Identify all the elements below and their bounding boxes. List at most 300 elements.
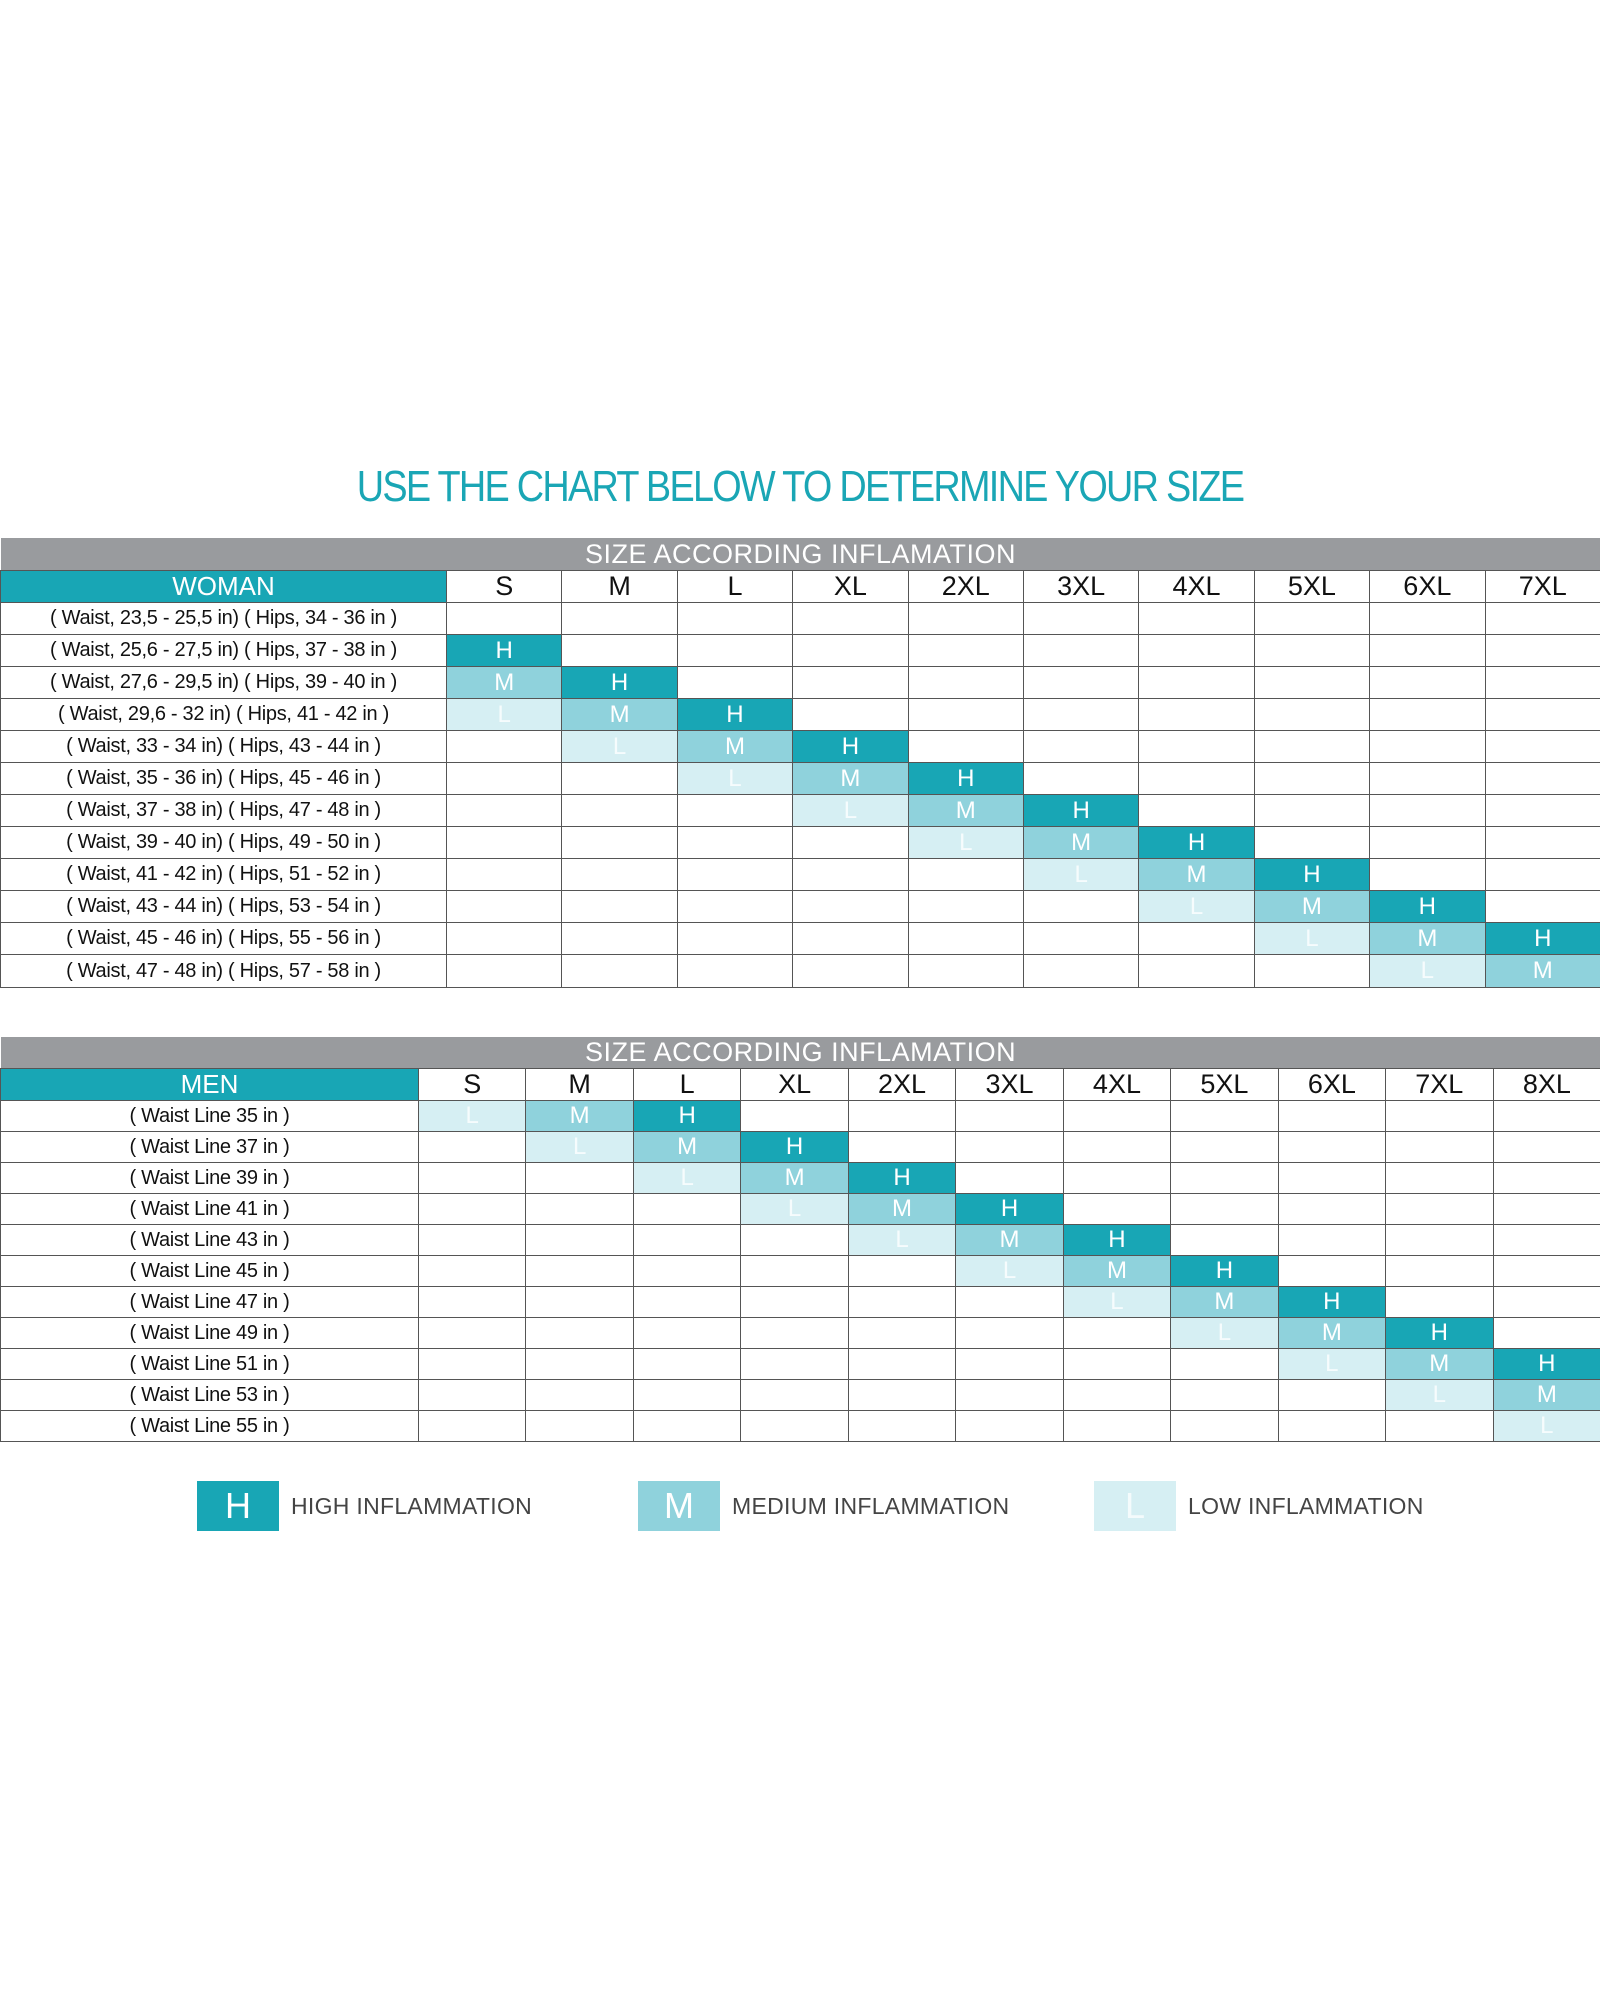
size-cell (1254, 603, 1369, 635)
size-cell (419, 1225, 526, 1256)
size-cell (1370, 699, 1485, 731)
size-cell (848, 1318, 955, 1349)
women-size-header: 5XL (1254, 571, 1369, 603)
size-cell: M (1063, 1256, 1170, 1287)
size-cell (562, 795, 677, 827)
size-cell (633, 1194, 740, 1225)
size-cell (1386, 1411, 1493, 1442)
women-measurement-label: ( Waist, 27,6 - 29,5 in) ( Hips, 39 - 40 in ) (1, 667, 447, 699)
size-cell (419, 1194, 526, 1225)
size-cell (526, 1349, 633, 1380)
size-cell (1386, 1194, 1493, 1225)
size-cell (1370, 731, 1485, 763)
size-cell (1386, 1287, 1493, 1318)
men-size-header: 3XL (956, 1069, 1063, 1101)
size-cell (1370, 635, 1485, 667)
size-cell (1139, 955, 1254, 988)
size-cell (1278, 1411, 1385, 1442)
size-cell (1493, 1256, 1600, 1287)
men-banner: SIZE ACCORDING INFLAMATION (1, 1037, 1600, 1069)
size-cell: H (848, 1163, 955, 1194)
size-cell: M (677, 731, 792, 763)
size-cell (956, 1318, 1063, 1349)
size-cell: L (956, 1256, 1063, 1287)
size-cell (1485, 603, 1600, 635)
women-size-header: XL (793, 571, 908, 603)
size-cell (633, 1225, 740, 1256)
size-cell: H (1493, 1349, 1600, 1380)
size-cell: M (1023, 827, 1138, 859)
table-row (1, 859, 1600, 891)
size-cell (741, 1349, 848, 1380)
women-measurement-label: ( Waist, 33 - 34 in) ( Hips, 43 - 44 in ) (1, 731, 447, 763)
size-cell: L (1254, 923, 1369, 955)
size-cell: L (848, 1225, 955, 1256)
size-cell (677, 795, 792, 827)
size-cell (419, 1256, 526, 1287)
size-cell (908, 859, 1023, 891)
size-cell (677, 827, 792, 859)
men-size-header: 6XL (1278, 1069, 1385, 1101)
men-size-header: 8XL (1493, 1069, 1600, 1101)
women-size-header: M (562, 571, 677, 603)
size-cell: L (1171, 1318, 1278, 1349)
size-cell (1139, 635, 1254, 667)
size-cell: L (526, 1132, 633, 1163)
women-size-header: 3XL (1023, 571, 1138, 603)
size-cell (1485, 635, 1600, 667)
size-cell (1254, 731, 1369, 763)
size-cell (526, 1287, 633, 1318)
men-size-header: L (633, 1069, 740, 1101)
table-row (1, 1411, 1600, 1442)
men-size-header: 2XL (848, 1069, 955, 1101)
size-cell (419, 1318, 526, 1349)
size-cell: L (633, 1163, 740, 1194)
table-row (1, 1380, 1600, 1411)
men-measurement-label: ( Waist Line 55 in ) (1, 1411, 419, 1442)
size-cell (1063, 1163, 1170, 1194)
size-cell: M (447, 667, 562, 699)
size-cell (447, 731, 562, 763)
size-cell (908, 603, 1023, 635)
size-cell (1023, 923, 1138, 955)
size-cell: M (1485, 955, 1600, 988)
table-row (1, 827, 1600, 859)
table-row (1, 891, 1600, 923)
size-cell (1278, 1101, 1385, 1132)
women-size-header: 4XL (1139, 571, 1254, 603)
size-cell (741, 1101, 848, 1132)
size-cell: M (526, 1101, 633, 1132)
men-size-header: 7XL (1386, 1069, 1493, 1101)
table-row (1, 1349, 1600, 1380)
size-cell (419, 1349, 526, 1380)
legend-swatch: H (197, 1481, 279, 1531)
size-cell (1493, 1225, 1600, 1256)
women-size-header: L (677, 571, 792, 603)
size-cell (633, 1380, 740, 1411)
men-measurement-label: ( Waist Line 49 in ) (1, 1318, 419, 1349)
legend-swatch: M (638, 1481, 720, 1531)
size-cell (447, 827, 562, 859)
men-measurement-label: ( Waist Line 41 in ) (1, 1194, 419, 1225)
size-cell (848, 1256, 955, 1287)
size-cell (633, 1349, 740, 1380)
size-cell (908, 731, 1023, 763)
size-cell (1485, 859, 1600, 891)
size-cell (1386, 1101, 1493, 1132)
size-cell (526, 1163, 633, 1194)
size-cell (1063, 1132, 1170, 1163)
women-size-header: S (447, 571, 562, 603)
table-row (1, 955, 1600, 988)
men-measurement-label: ( Waist Line 53 in ) (1, 1380, 419, 1411)
size-cell (1171, 1411, 1278, 1442)
size-cell (562, 827, 677, 859)
size-cell (677, 667, 792, 699)
size-cell (741, 1287, 848, 1318)
size-cell (1063, 1411, 1170, 1442)
size-cell: M (848, 1194, 955, 1225)
size-cell: L (1493, 1411, 1600, 1442)
size-cell (1023, 731, 1138, 763)
men-measurement-label: ( Waist Line 45 in ) (1, 1256, 419, 1287)
men-size-header: S (419, 1069, 526, 1101)
size-cell (1485, 667, 1600, 699)
table-row (1, 795, 1600, 827)
size-cell (1386, 1132, 1493, 1163)
size-cell (1386, 1256, 1493, 1287)
size-cell (447, 955, 562, 988)
size-cell (1063, 1349, 1170, 1380)
table-row (1, 1194, 1600, 1225)
size-cell (1370, 859, 1485, 891)
size-cell: M (633, 1132, 740, 1163)
size-cell (956, 1287, 1063, 1318)
size-cell (1063, 1380, 1170, 1411)
size-cell (1254, 827, 1369, 859)
table-row (1, 1287, 1600, 1318)
size-cell (1063, 1318, 1170, 1349)
men-size-header: XL (741, 1069, 848, 1101)
size-cell: M (1370, 923, 1485, 955)
men-measurement-label: ( Waist Line 39 in ) (1, 1163, 419, 1194)
size-cell: L (908, 827, 1023, 859)
size-cell: L (1063, 1287, 1170, 1318)
size-cell (1171, 1101, 1278, 1132)
size-cell: L (1370, 955, 1485, 988)
table-row (1, 635, 1600, 667)
size-cell (1023, 891, 1138, 923)
size-cell: M (562, 699, 677, 731)
women-measurement-label: ( Waist, 45 - 46 in) ( Hips, 55 - 56 in ) (1, 923, 447, 955)
size-cell (677, 891, 792, 923)
size-cell (1278, 1225, 1385, 1256)
size-cell (1254, 763, 1369, 795)
women-banner: SIZE ACCORDING INFLAMATION (1, 538, 1600, 571)
women-measurement-label: ( Waist, 29,6 - 32 in) ( Hips, 41 - 42 in ) (1, 699, 447, 731)
size-cell (1493, 1194, 1600, 1225)
women-size-header: 7XL (1485, 571, 1600, 603)
size-cell: M (1171, 1287, 1278, 1318)
size-cell (741, 1318, 848, 1349)
men-measurement-label: ( Waist Line 51 in ) (1, 1349, 419, 1380)
size-cell (1023, 763, 1138, 795)
size-cell: H (1386, 1318, 1493, 1349)
size-cell (848, 1411, 955, 1442)
legend-item (1094, 1480, 1424, 1532)
size-cell: M (1278, 1318, 1385, 1349)
size-cell (1139, 763, 1254, 795)
size-cell (1485, 731, 1600, 763)
size-cell (956, 1163, 1063, 1194)
size-cell (562, 955, 677, 988)
size-cell (1254, 667, 1369, 699)
size-cell (1171, 1380, 1278, 1411)
men-size-header: 4XL (1063, 1069, 1170, 1101)
size-cell (908, 635, 1023, 667)
size-cell (562, 923, 677, 955)
size-cell (908, 667, 1023, 699)
table-row (1, 923, 1600, 955)
size-cell (1139, 667, 1254, 699)
size-cell: M (741, 1163, 848, 1194)
size-cell: M (1139, 859, 1254, 891)
size-cell: H (677, 699, 792, 731)
size-cell: L (562, 731, 677, 763)
size-cell (908, 923, 1023, 955)
size-cell (793, 667, 908, 699)
size-cell: H (1139, 827, 1254, 859)
size-cell (677, 923, 792, 955)
legend-label: LOW INFLAMMATION (1188, 1492, 1424, 1519)
size-cell (1254, 699, 1369, 731)
size-cell (956, 1349, 1063, 1380)
size-cell: H (1023, 795, 1138, 827)
size-cell (526, 1194, 633, 1225)
size-cell (1386, 1163, 1493, 1194)
size-cell: M (1493, 1380, 1600, 1411)
size-cell: L (1278, 1349, 1385, 1380)
table-row (1, 1163, 1600, 1194)
size-cell (419, 1380, 526, 1411)
size-cell (447, 859, 562, 891)
size-cell (633, 1318, 740, 1349)
size-cell (1063, 1101, 1170, 1132)
size-cell (562, 891, 677, 923)
size-cell (1370, 795, 1485, 827)
size-cell: H (1485, 923, 1600, 955)
size-cell (1370, 603, 1485, 635)
size-cell (1485, 891, 1600, 923)
size-cell (741, 1256, 848, 1287)
size-cell: H (956, 1194, 1063, 1225)
size-cell (419, 1132, 526, 1163)
size-cell: H (1063, 1225, 1170, 1256)
women-measurement-label: ( Waist, 35 - 36 in) ( Hips, 45 - 46 in ) (1, 763, 447, 795)
women-size-table (0, 538, 1600, 988)
men-size-header: M (526, 1069, 633, 1101)
legend (0, 1480, 1600, 1532)
size-cell: L (1386, 1380, 1493, 1411)
size-cell (447, 603, 562, 635)
size-cell (677, 859, 792, 891)
women-measurement-label: ( Waist, 43 - 44 in) ( Hips, 53 - 54 in ) (1, 891, 447, 923)
size-cell (956, 1101, 1063, 1132)
size-cell (1023, 635, 1138, 667)
table-row (1, 1132, 1600, 1163)
size-cell (677, 955, 792, 988)
size-cell (793, 923, 908, 955)
size-cell (1023, 603, 1138, 635)
size-cell (1485, 827, 1600, 859)
size-cell: L (1139, 891, 1254, 923)
size-cell (1278, 1256, 1385, 1287)
size-cell (1493, 1163, 1600, 1194)
table-row (1, 1318, 1600, 1349)
size-cell: M (956, 1225, 1063, 1256)
size-cell (848, 1380, 955, 1411)
size-cell: H (1254, 859, 1369, 891)
size-cell (562, 859, 677, 891)
size-cell (1278, 1132, 1385, 1163)
legend-item (197, 1480, 532, 1532)
women-category-header: WOMAN (1, 571, 447, 603)
size-cell (1485, 795, 1600, 827)
size-cell (447, 891, 562, 923)
size-cell (1139, 795, 1254, 827)
men-size-table (0, 1037, 1600, 1442)
size-cell (793, 891, 908, 923)
size-cell (1139, 731, 1254, 763)
table-row (1, 1101, 1600, 1132)
size-cell (1254, 795, 1369, 827)
size-cell (908, 891, 1023, 923)
size-cell (1485, 763, 1600, 795)
size-cell (1254, 635, 1369, 667)
women-size-header: 2XL (908, 571, 1023, 603)
size-cell (562, 635, 677, 667)
men-measurement-label: ( Waist Line 47 in ) (1, 1287, 419, 1318)
size-cell (956, 1132, 1063, 1163)
size-cell (848, 1132, 955, 1163)
size-cell (1278, 1163, 1385, 1194)
size-cell (1370, 667, 1485, 699)
men-measurement-label: ( Waist Line 35 in ) (1, 1101, 419, 1132)
size-cell (1171, 1194, 1278, 1225)
table-row (1, 667, 1600, 699)
size-cell (848, 1287, 955, 1318)
men-category-header: MEN (1, 1069, 419, 1101)
men-size-header: 5XL (1171, 1069, 1278, 1101)
size-cell: M (793, 763, 908, 795)
size-cell (1139, 603, 1254, 635)
size-cell (1278, 1194, 1385, 1225)
size-cell (562, 603, 677, 635)
size-cell (526, 1411, 633, 1442)
size-cell (1386, 1225, 1493, 1256)
size-cell: L (1023, 859, 1138, 891)
size-cell: L (419, 1101, 526, 1132)
size-cell (848, 1101, 955, 1132)
size-cell (956, 1411, 1063, 1442)
size-cell (526, 1256, 633, 1287)
size-cell (793, 603, 908, 635)
size-cell (1139, 699, 1254, 731)
size-cell (1023, 955, 1138, 988)
size-cell: L (793, 795, 908, 827)
size-cell: M (1386, 1349, 1493, 1380)
size-cell (1171, 1225, 1278, 1256)
women-measurement-label: ( Waist, 37 - 38 in) ( Hips, 47 - 48 in ) (1, 795, 447, 827)
legend-label: HIGH INFLAMMATION (291, 1492, 533, 1519)
size-cell (741, 1225, 848, 1256)
legend-item (638, 1480, 1009, 1532)
size-cell (908, 955, 1023, 988)
women-measurement-label: ( Waist, 39 - 40 in) ( Hips, 49 - 50 in ) (1, 827, 447, 859)
size-cell (1139, 923, 1254, 955)
table-row (1, 699, 1600, 731)
size-cell: H (741, 1132, 848, 1163)
size-cell: H (633, 1101, 740, 1132)
size-cell (1278, 1380, 1385, 1411)
size-cell (1171, 1163, 1278, 1194)
size-cell: H (447, 635, 562, 667)
size-cell: H (562, 667, 677, 699)
size-cell (526, 1380, 633, 1411)
size-cell (447, 923, 562, 955)
women-size-header: 6XL (1370, 571, 1485, 603)
size-cell (677, 603, 792, 635)
size-cell (1493, 1287, 1600, 1318)
size-cell (1493, 1101, 1600, 1132)
size-cell (1254, 955, 1369, 988)
legend-swatch: L (1094, 1481, 1176, 1531)
size-cell (848, 1349, 955, 1380)
size-cell (1370, 827, 1485, 859)
size-cell: L (741, 1194, 848, 1225)
size-cell (562, 763, 677, 795)
size-cell (1493, 1318, 1600, 1349)
size-cell (793, 955, 908, 988)
size-cell (1485, 699, 1600, 731)
size-cell (633, 1256, 740, 1287)
men-measurement-label: ( Waist Line 43 in ) (1, 1225, 419, 1256)
size-cell: M (908, 795, 1023, 827)
size-cell (1063, 1194, 1170, 1225)
table-row (1, 1256, 1600, 1287)
size-cell (741, 1380, 848, 1411)
table-row (1, 731, 1600, 763)
size-cell (526, 1225, 633, 1256)
size-cell (419, 1411, 526, 1442)
size-cell (447, 763, 562, 795)
size-cell (793, 827, 908, 859)
size-cell (1023, 699, 1138, 731)
size-cell (793, 635, 908, 667)
size-cell (956, 1380, 1063, 1411)
size-cell (1023, 667, 1138, 699)
size-cell (633, 1411, 740, 1442)
size-cell (1493, 1132, 1600, 1163)
size-cell (1171, 1349, 1278, 1380)
size-cell (419, 1163, 526, 1194)
size-cell: H (793, 731, 908, 763)
size-cell: H (1278, 1287, 1385, 1318)
size-cell (1171, 1132, 1278, 1163)
size-cell: H (1370, 891, 1485, 923)
